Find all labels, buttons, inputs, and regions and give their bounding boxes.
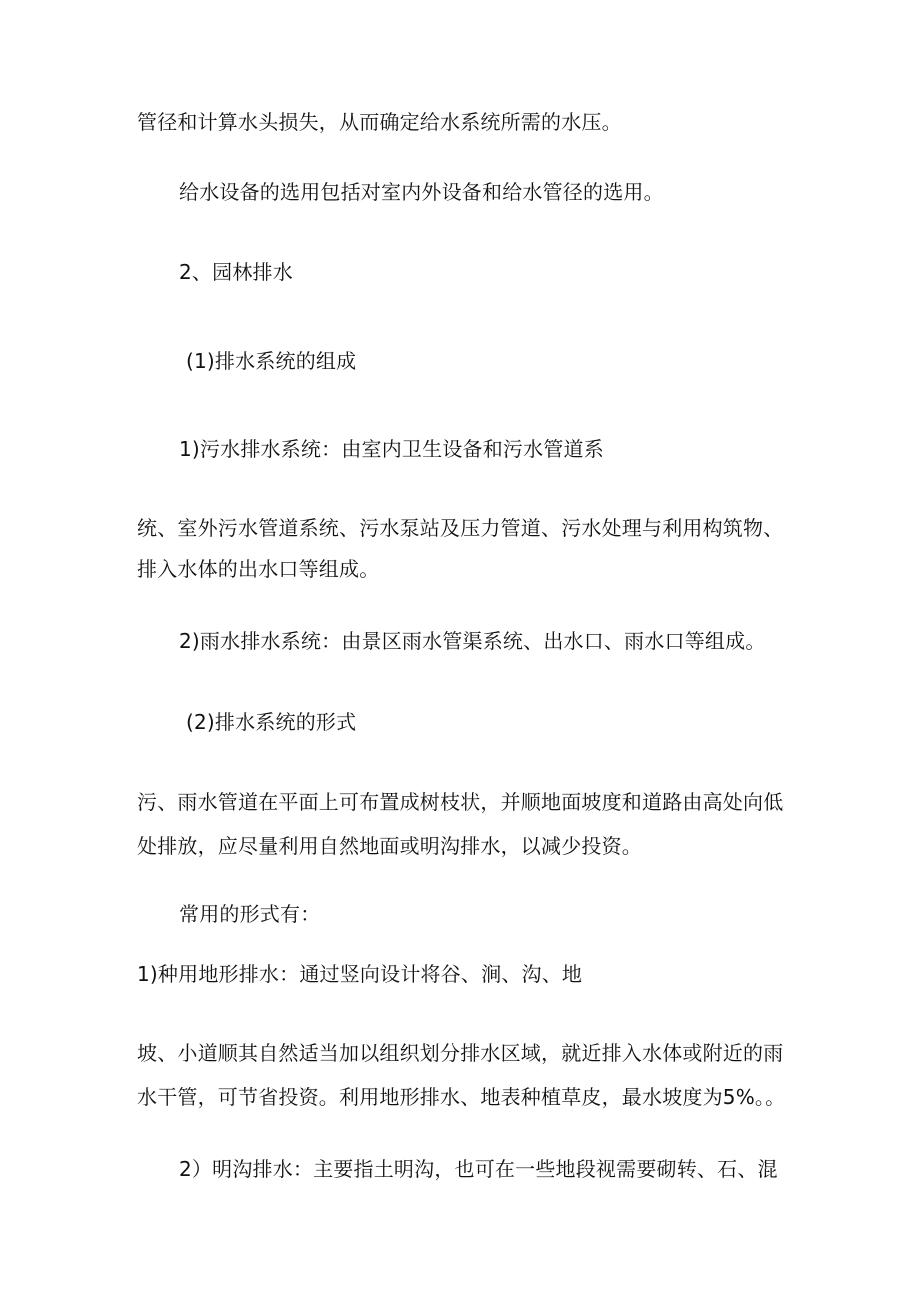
text-line: 常用的形式有： xyxy=(179,902,321,926)
text-line: 排入水体的出水口等组成。 xyxy=(137,557,380,581)
text-line: 1)种用地形排水：通过竖向设计将谷、涧、沟、地 xyxy=(137,962,583,986)
subsection-heading: (1)排水系统的组成 xyxy=(186,349,357,373)
text-line: 2)雨水排水系统：由景区雨水管渠系统、出水口、雨水口等组成。 xyxy=(179,629,766,653)
text-line: 处排放，应尽量利用自然地面或明沟排水，以减少投资。 xyxy=(137,834,642,858)
text-line: 给水设备的选用包括对室内外设备和给水管径的选用。 xyxy=(179,180,664,204)
text-line: 水干管，可节省投资。利用地形排水、地表种植草皮，最水坡度为5%。。 xyxy=(137,1085,786,1109)
text-line: 1)污水排水系统：由室内卫生设备和污水管道系 xyxy=(179,437,604,461)
subsection-heading: (2)排水系统的形式 xyxy=(186,710,357,734)
text-line: 污、雨水管道在平面上可布置成树枝状，并顺地面坡度和道路由高处向低 xyxy=(137,790,784,814)
text-line: 2）明沟排水：主要指土明沟，也可在一些地段视需要砌转、石、混 xyxy=(179,1157,778,1181)
text-line: 坡、小道顺其自然适当加以组织划分排水区域，就近排入水体或附近的雨 xyxy=(137,1041,784,1065)
text-line: 管径和计算水头损失，从而确定给水系统所需的水压。 xyxy=(137,110,622,134)
section-heading: 2、园林排水 xyxy=(179,260,293,284)
text-line: 统、室外污水管道系统、污水泵站及压力管道、污水处理与利用构筑物、 xyxy=(137,516,784,540)
